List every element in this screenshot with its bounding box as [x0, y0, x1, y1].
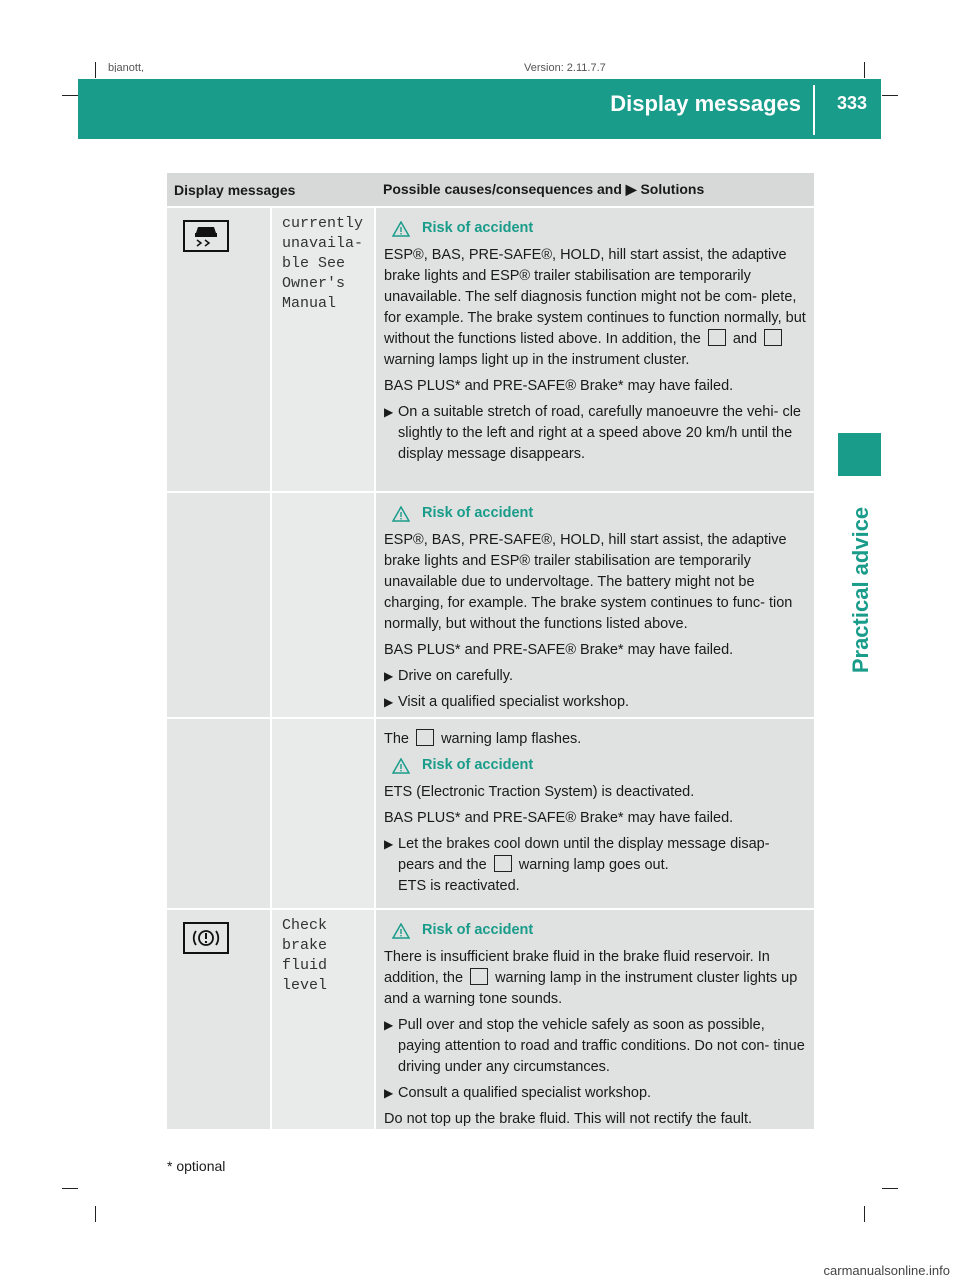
esp-car-icon: [708, 329, 726, 346]
col-header-text: Possible causes/consequences and: [383, 181, 622, 197]
solution-cell: [374, 719, 814, 908]
paragraph-text: The: [384, 731, 409, 747]
instruction-arrow-icon: ▶: [384, 695, 394, 709]
table-row: [167, 206, 814, 491]
footnote: * optional: [167, 1158, 226, 1174]
paragraph: ESP®, BAS, PRE-SAFE®, HOLD, hill start assist, the adaptive brake lights and ESP® trailer stabilisation are temporarily unavailable due to undervoltage. The battery might not be charging, for example. The brake system continues to func- tion normally, but without the functions listed above.: [384, 532, 793, 632]
warning-triangle-icon: [392, 506, 410, 522]
instruction: [384, 402, 806, 465]
crop-mark: [882, 1188, 898, 1189]
paragraph: [384, 245, 806, 371]
watermark: carmanualsonline.info: [823, 1263, 950, 1278]
table-row: [167, 908, 814, 1129]
paragraph: [384, 947, 806, 1010]
crop-mark: [62, 95, 78, 96]
paragraph-text: ESP®, BAS, PRE-SAFE®, HOLD, hill start assist, the adaptive brake lights and ESP® trailer stabilisation are temporarily unavailable. The self diagnosis function might not be com- plete, for example. The brake system continues to function normally, but without the functions listed above. In addition, the: [384, 247, 806, 347]
instruction: [384, 1015, 806, 1078]
crop-mark: [864, 1206, 865, 1222]
instruction-text-part: Let the brakes cool down until the display message disap- pears and the: [398, 836, 770, 873]
paragraph-text: and: [732, 331, 758, 347]
warning-triangle-icon: [392, 221, 410, 237]
paragraph-text: warning lamp flashes.: [441, 731, 582, 747]
risk-heading: [384, 218, 806, 239]
crop-mark: [864, 62, 865, 78]
table-row: [167, 491, 814, 717]
crop-mark: [95, 62, 96, 78]
instruction-text: Consult a qualified specialist workshop.: [398, 1085, 652, 1101]
paragraph: [384, 729, 806, 750]
page-number: 333: [836, 93, 867, 113]
col-header-suffix: Solutions: [640, 181, 705, 197]
icon-cell: [167, 493, 270, 717]
paragraph-text: warning lamps light up in the instrument cluster.: [384, 352, 690, 368]
instruction: [384, 834, 806, 897]
paragraph: ETS (Electronic Traction System) is deactivated.: [384, 784, 695, 800]
paragraph-text: warning lamp in the instrument cluster lights up and a warning tone sounds.: [384, 970, 798, 1007]
esp-car-icon: [416, 729, 434, 746]
instruction: [384, 666, 806, 687]
warning-triangle-icon: [392, 923, 410, 939]
paragraph: BAS PLUS* and PRE-SAFE® Brake* may have failed.: [384, 378, 734, 394]
solution-arrow-icon: ▶: [625, 181, 637, 197]
display-message: [270, 719, 374, 908]
instruction-text: [398, 834, 806, 897]
instruction-arrow-icon: ▶: [384, 1086, 394, 1100]
warning-triangle-icon: [392, 758, 410, 774]
instruction-text: On a suitable stretch of road, carefully manoeuvre the vehi- cle slightly to the left and right at a speed above 20 km/h until the display message disappears.: [398, 404, 801, 462]
paragraph: Do not top up the brake fluid. This will not rectify the fault.: [384, 1111, 753, 1127]
brake-warning-icon: [183, 922, 229, 954]
solution-cell: [374, 208, 814, 491]
crop-mark: [95, 1206, 96, 1222]
instruction-arrow-icon: ▶: [384, 405, 394, 419]
instruction-text-part: warning lamp goes out.: [518, 857, 669, 873]
instruction-text: Drive on carefully.: [398, 668, 513, 684]
paragraph: BAS PLUS* and PRE-SAFE® Brake* may have failed.: [384, 810, 734, 826]
section-tab: [826, 506, 896, 674]
esp-car-icon: [183, 220, 229, 252]
table-header: [167, 173, 814, 206]
print-version: Version: 2.11.7.7: [524, 62, 606, 72]
solution-cell: [374, 910, 814, 1129]
header-divider: [813, 85, 815, 135]
crop-mark: [62, 1188, 78, 1189]
section-tab-label: Practical advice: [848, 506, 873, 674]
esp-off-icon: [764, 329, 782, 346]
instruction-text: Visit a qualified specialist workshop.: [398, 694, 630, 710]
risk-heading: [384, 920, 806, 941]
solution-cell: [374, 493, 814, 717]
page-title: Display messages: [610, 91, 801, 116]
risk-heading: [384, 755, 806, 776]
risk-label: Risk of accident: [422, 505, 534, 521]
print-user: bjanott,: [108, 62, 145, 72]
col-header-solutions: [374, 181, 814, 198]
display-message: [270, 493, 374, 717]
instruction: [384, 1083, 806, 1104]
display-message: Check brake fluid level: [270, 910, 374, 1129]
paragraph-text: There is insufficient brake fluid in the brake fluid reservoir. In addition, the: [384, 949, 770, 986]
icon-cell: [167, 910, 270, 1129]
risk-label: Risk of accident: [422, 220, 534, 236]
instruction: [384, 692, 806, 713]
icon-cell: [167, 208, 270, 491]
instruction-arrow-icon: ▶: [384, 1018, 394, 1032]
messages-table: [167, 173, 814, 1129]
brake-warning-icon: [470, 968, 488, 985]
table-row: [167, 717, 814, 908]
icon-cell: [167, 719, 270, 908]
crop-mark: [882, 95, 898, 96]
page-header: [78, 79, 881, 139]
risk-label: Risk of accident: [422, 757, 534, 773]
instruction-text: Pull over and stop the vehicle safely as soon as possible, paying attention to road and traffic conditions. Do not con- tinue driving under any circumstances.: [398, 1017, 805, 1075]
col-header-messages: Display messages: [174, 181, 296, 198]
section-tab-marker: [838, 433, 881, 476]
esp-car-icon: [494, 855, 512, 872]
instruction-arrow-icon: ▶: [384, 837, 394, 851]
paragraph: BAS PLUS* and PRE-SAFE® Brake* may have failed.: [384, 642, 734, 658]
risk-label: Risk of accident: [422, 922, 534, 938]
instruction-text-part: ETS is reactivated.: [398, 878, 520, 894]
risk-heading: [384, 503, 806, 524]
display-message: currently unavaila‐ ble See Owner's Manual: [270, 208, 374, 491]
instruction-arrow-icon: ▶: [384, 669, 394, 683]
